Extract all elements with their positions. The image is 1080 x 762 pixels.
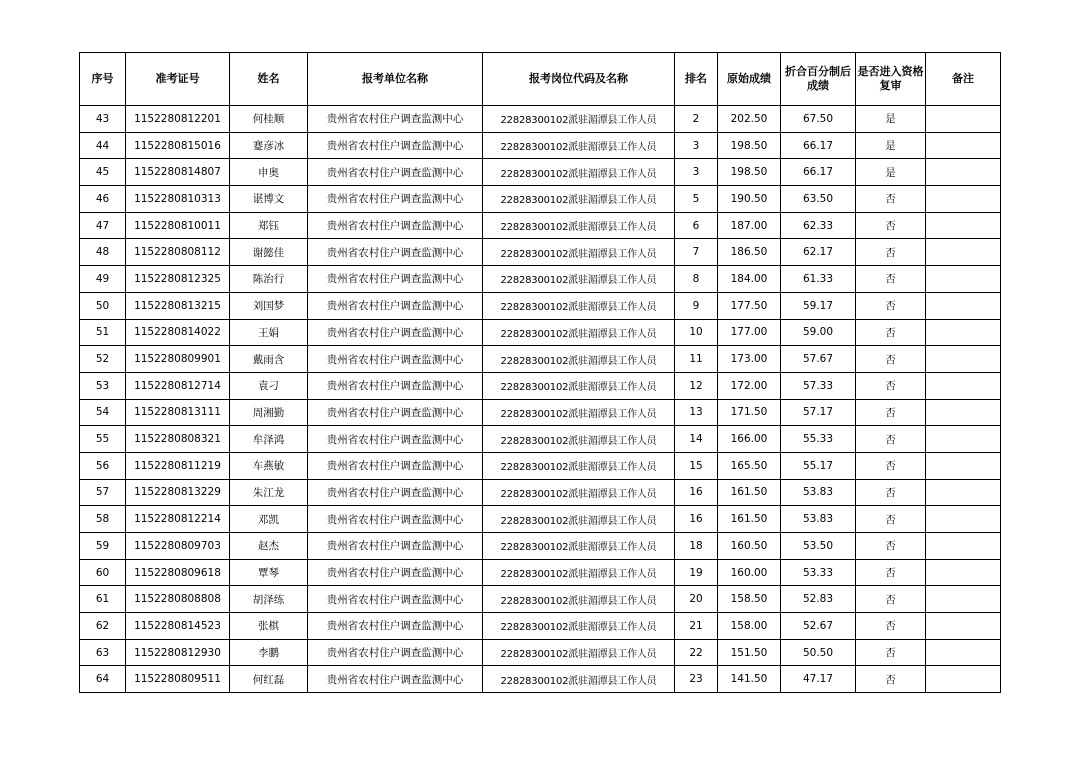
header-row	[80, 53, 1001, 106]
cell-review: 是	[856, 159, 926, 186]
cell-rank: 3	[675, 132, 718, 159]
cell-seq: 48	[80, 239, 126, 266]
cell-remarks	[926, 239, 1001, 266]
cell-review: 否	[856, 319, 926, 346]
cell-seq: 54	[80, 399, 126, 426]
cell-unit: 贵州省农村住户调查监测中心	[308, 292, 483, 319]
cell-converted-score: 66.17	[781, 159, 856, 186]
table-body	[80, 106, 1001, 693]
cell-ticket-no: 1152280808321	[126, 426, 230, 453]
cell-seq: 46	[80, 186, 126, 213]
cell-seq: 63	[80, 639, 126, 666]
cell-review: 否	[856, 239, 926, 266]
cell-rank: 7	[675, 239, 718, 266]
cell-ticket-no: 1152280812214	[126, 506, 230, 533]
cell-converted-score: 57.67	[781, 346, 856, 373]
cell-post: 22828300102派驻湄潭县工作人员	[483, 212, 675, 239]
cell-raw-score: 161.50	[718, 506, 781, 533]
cell-name: 李鹏	[230, 639, 308, 666]
cell-unit: 贵州省农村住户调查监测中心	[308, 212, 483, 239]
cell-ticket-no: 1152280812714	[126, 372, 230, 399]
cell-post: 22828300102派驻湄潭县工作人员	[483, 666, 675, 693]
cell-raw-score: 160.50	[718, 533, 781, 560]
cell-remarks	[926, 106, 1001, 133]
cell-post: 22828300102派驻湄潭县工作人员	[483, 639, 675, 666]
cell-name: 赵杰	[230, 533, 308, 560]
cell-unit: 贵州省农村住户调查监测中心	[308, 426, 483, 453]
cell-remarks	[926, 399, 1001, 426]
table-row	[80, 239, 1001, 266]
cell-converted-score: 67.50	[781, 106, 856, 133]
cell-unit: 贵州省农村住户调查监测中心	[308, 239, 483, 266]
cell-remarks	[926, 666, 1001, 693]
cell-rank: 2	[675, 106, 718, 133]
cell-remarks	[926, 319, 1001, 346]
cell-ticket-no: 1152280813229	[126, 479, 230, 506]
cell-raw-score: 173.00	[718, 346, 781, 373]
header-converted-score: 折合百分制后成绩	[781, 53, 856, 106]
cell-rank: 22	[675, 639, 718, 666]
table-row	[80, 292, 1001, 319]
table-row	[80, 106, 1001, 133]
cell-seq: 56	[80, 452, 126, 479]
header-ticket-no: 准考证号	[126, 53, 230, 106]
cell-name: 覃琴	[230, 559, 308, 586]
cell-post: 22828300102派驻湄潭县工作人员	[483, 159, 675, 186]
table-row	[80, 452, 1001, 479]
cell-converted-score: 53.83	[781, 479, 856, 506]
cell-remarks	[926, 559, 1001, 586]
cell-converted-score: 50.50	[781, 639, 856, 666]
cell-unit: 贵州省农村住户调查监测中心	[308, 106, 483, 133]
table-row	[80, 586, 1001, 613]
header-raw-score: 原始成绩	[718, 53, 781, 106]
cell-post: 22828300102派驻湄潭县工作人员	[483, 613, 675, 640]
cell-name: 袁刁	[230, 372, 308, 399]
cell-ticket-no: 1152280815016	[126, 132, 230, 159]
cell-seq: 57	[80, 479, 126, 506]
cell-review: 是	[856, 132, 926, 159]
cell-rank: 23	[675, 666, 718, 693]
cell-name: 胡泽练	[230, 586, 308, 613]
cell-rank: 20	[675, 586, 718, 613]
cell-rank: 14	[675, 426, 718, 453]
cell-unit: 贵州省农村住户调查监测中心	[308, 506, 483, 533]
cell-name: 郑钰	[230, 212, 308, 239]
table-header	[80, 53, 1001, 106]
table-row	[80, 132, 1001, 159]
cell-converted-score: 57.17	[781, 399, 856, 426]
cell-converted-score: 53.50	[781, 533, 856, 560]
cell-seq: 53	[80, 372, 126, 399]
cell-seq: 45	[80, 159, 126, 186]
cell-raw-score: 172.00	[718, 372, 781, 399]
cell-raw-score: 190.50	[718, 186, 781, 213]
table-row	[80, 479, 1001, 506]
cell-post: 22828300102派驻湄潭县工作人员	[483, 479, 675, 506]
cell-raw-score: 177.50	[718, 292, 781, 319]
cell-remarks	[926, 452, 1001, 479]
cell-rank: 16	[675, 506, 718, 533]
cell-seq: 55	[80, 426, 126, 453]
header-review: 是否进入资格复审	[856, 53, 926, 106]
cell-converted-score: 52.83	[781, 586, 856, 613]
cell-rank: 12	[675, 372, 718, 399]
cell-rank: 16	[675, 479, 718, 506]
cell-rank: 9	[675, 292, 718, 319]
cell-ticket-no: 1152280808808	[126, 586, 230, 613]
cell-post: 22828300102派驻湄潭县工作人员	[483, 559, 675, 586]
cell-unit: 贵州省农村住户调查监测中心	[308, 666, 483, 693]
table-row	[80, 506, 1001, 533]
header-name: 姓名	[230, 53, 308, 106]
cell-seq: 52	[80, 346, 126, 373]
results-table	[79, 52, 1001, 693]
table-row	[80, 266, 1001, 293]
cell-ticket-no: 1152280814523	[126, 613, 230, 640]
cell-rank: 21	[675, 613, 718, 640]
cell-ticket-no: 1152280811219	[126, 452, 230, 479]
cell-converted-score: 62.17	[781, 239, 856, 266]
cell-review: 否	[856, 346, 926, 373]
cell-converted-score: 62.33	[781, 212, 856, 239]
cell-unit: 贵州省农村住户调查监测中心	[308, 399, 483, 426]
cell-review: 否	[856, 479, 926, 506]
cell-ticket-no: 1152280812201	[126, 106, 230, 133]
cell-rank: 10	[675, 319, 718, 346]
cell-name: 牟泽鸿	[230, 426, 308, 453]
table-row	[80, 346, 1001, 373]
cell-raw-score: 198.50	[718, 132, 781, 159]
cell-name: 邓凯	[230, 506, 308, 533]
cell-name: 周湘勤	[230, 399, 308, 426]
cell-raw-score: 160.00	[718, 559, 781, 586]
cell-unit: 贵州省农村住户调查监测中心	[308, 372, 483, 399]
cell-remarks	[926, 346, 1001, 373]
table-row	[80, 372, 1001, 399]
cell-seq: 59	[80, 533, 126, 560]
cell-post: 22828300102派驻湄潭县工作人员	[483, 533, 675, 560]
table-row	[80, 212, 1001, 239]
cell-post: 22828300102派驻湄潭县工作人员	[483, 586, 675, 613]
cell-converted-score: 55.33	[781, 426, 856, 453]
cell-name: 戴雨含	[230, 346, 308, 373]
cell-seq: 51	[80, 319, 126, 346]
cell-remarks	[926, 132, 1001, 159]
cell-post: 22828300102派驻湄潭县工作人员	[483, 452, 675, 479]
cell-seq: 50	[80, 292, 126, 319]
cell-name: 刘国梦	[230, 292, 308, 319]
cell-seq: 61	[80, 586, 126, 613]
cell-rank: 5	[675, 186, 718, 213]
cell-converted-score: 57.33	[781, 372, 856, 399]
cell-unit: 贵州省农村住户调查监测中心	[308, 533, 483, 560]
cell-review: 否	[856, 212, 926, 239]
cell-ticket-no: 1152280809901	[126, 346, 230, 373]
cell-remarks	[926, 186, 1001, 213]
cell-raw-score: 187.00	[718, 212, 781, 239]
cell-post: 22828300102派驻湄潭县工作人员	[483, 186, 675, 213]
cell-unit: 贵州省农村住户调查监测中心	[308, 346, 483, 373]
cell-remarks	[926, 533, 1001, 560]
cell-rank: 19	[675, 559, 718, 586]
cell-name: 张棋	[230, 613, 308, 640]
cell-name: 陈治行	[230, 266, 308, 293]
cell-remarks	[926, 479, 1001, 506]
cell-post: 22828300102派驻湄潭县工作人员	[483, 399, 675, 426]
cell-unit: 贵州省农村住户调查监测中心	[308, 479, 483, 506]
cell-seq: 49	[80, 266, 126, 293]
cell-converted-score: 52.67	[781, 613, 856, 640]
cell-review: 否	[856, 613, 926, 640]
cell-post: 22828300102派驻湄潭县工作人员	[483, 239, 675, 266]
cell-raw-score: 161.50	[718, 479, 781, 506]
cell-unit: 贵州省农村住户调查监测中心	[308, 613, 483, 640]
cell-rank: 15	[675, 452, 718, 479]
cell-converted-score: 59.00	[781, 319, 856, 346]
cell-name: 谌博文	[230, 186, 308, 213]
header-rank: 排名	[675, 53, 718, 106]
cell-name: 谢懿佳	[230, 239, 308, 266]
cell-ticket-no: 1152280809703	[126, 533, 230, 560]
cell-raw-score: 141.50	[718, 666, 781, 693]
cell-raw-score: 177.00	[718, 319, 781, 346]
cell-raw-score: 165.50	[718, 452, 781, 479]
cell-converted-score: 59.17	[781, 292, 856, 319]
cell-seq: 62	[80, 613, 126, 640]
cell-ticket-no: 1152280808112	[126, 239, 230, 266]
cell-name: 车燕敏	[230, 452, 308, 479]
cell-unit: 贵州省农村住户调查监测中心	[308, 186, 483, 213]
cell-seq: 44	[80, 132, 126, 159]
cell-post: 22828300102派驻湄潭县工作人员	[483, 426, 675, 453]
cell-unit: 贵州省农村住户调查监测中心	[308, 639, 483, 666]
cell-post: 22828300102派驻湄潭县工作人员	[483, 292, 675, 319]
cell-rank: 13	[675, 399, 718, 426]
cell-review: 否	[856, 266, 926, 293]
cell-review: 否	[856, 399, 926, 426]
cell-rank: 6	[675, 212, 718, 239]
table-row	[80, 559, 1001, 586]
cell-rank: 8	[675, 266, 718, 293]
cell-converted-score: 53.33	[781, 559, 856, 586]
table-row	[80, 533, 1001, 560]
cell-rank: 3	[675, 159, 718, 186]
cell-review: 否	[856, 506, 926, 533]
cell-ticket-no: 1152280812930	[126, 639, 230, 666]
header-unit: 报考单位名称	[308, 53, 483, 106]
cell-raw-score: 198.50	[718, 159, 781, 186]
cell-ticket-no: 1152280809511	[126, 666, 230, 693]
cell-seq: 47	[80, 212, 126, 239]
cell-review: 否	[856, 426, 926, 453]
cell-post: 22828300102派驻湄潭县工作人员	[483, 132, 675, 159]
cell-raw-score: 171.50	[718, 399, 781, 426]
cell-ticket-no: 1152280810313	[126, 186, 230, 213]
cell-post: 22828300102派驻湄潭县工作人员	[483, 506, 675, 533]
cell-unit: 贵州省农村住户调查监测中心	[308, 319, 483, 346]
cell-converted-score: 66.17	[781, 132, 856, 159]
cell-review: 否	[856, 452, 926, 479]
cell-post: 22828300102派驻湄潭县工作人员	[483, 319, 675, 346]
cell-rank: 18	[675, 533, 718, 560]
cell-name: 何红磊	[230, 666, 308, 693]
cell-ticket-no: 1152280813111	[126, 399, 230, 426]
cell-name: 朱江龙	[230, 479, 308, 506]
cell-unit: 贵州省农村住户调查监测中心	[308, 452, 483, 479]
cell-remarks	[926, 212, 1001, 239]
cell-review: 否	[856, 586, 926, 613]
cell-ticket-no: 1152280814807	[126, 159, 230, 186]
table-row	[80, 399, 1001, 426]
table-row	[80, 159, 1001, 186]
table-row	[80, 186, 1001, 213]
cell-unit: 贵州省农村住户调查监测中心	[308, 132, 483, 159]
cell-remarks	[926, 586, 1001, 613]
header-seq: 序号	[80, 53, 126, 106]
cell-seq: 58	[80, 506, 126, 533]
cell-converted-score: 55.17	[781, 452, 856, 479]
cell-converted-score: 47.17	[781, 666, 856, 693]
cell-remarks	[926, 266, 1001, 293]
cell-raw-score: 158.00	[718, 613, 781, 640]
cell-post: 22828300102派驻湄潭县工作人员	[483, 106, 675, 133]
cell-remarks	[926, 639, 1001, 666]
cell-review: 否	[856, 666, 926, 693]
cell-remarks	[926, 426, 1001, 453]
cell-remarks	[926, 506, 1001, 533]
cell-unit: 贵州省农村住户调查监测中心	[308, 586, 483, 613]
cell-review: 是	[856, 106, 926, 133]
cell-post: 22828300102派驻湄潭县工作人员	[483, 372, 675, 399]
cell-name: 王娟	[230, 319, 308, 346]
table-row	[80, 426, 1001, 453]
cell-review: 否	[856, 533, 926, 560]
cell-review: 否	[856, 639, 926, 666]
cell-seq: 43	[80, 106, 126, 133]
cell-post: 22828300102派驻湄潭县工作人员	[483, 346, 675, 373]
table-row	[80, 613, 1001, 640]
cell-remarks	[926, 613, 1001, 640]
cell-raw-score: 184.00	[718, 266, 781, 293]
cell-name: 申奥	[230, 159, 308, 186]
cell-converted-score: 63.50	[781, 186, 856, 213]
cell-ticket-no: 1152280814022	[126, 319, 230, 346]
cell-ticket-no: 1152280810011	[126, 212, 230, 239]
cell-converted-score: 61.33	[781, 266, 856, 293]
cell-name: 何桂顺	[230, 106, 308, 133]
cell-unit: 贵州省农村住户调查监测中心	[308, 159, 483, 186]
cell-raw-score: 202.50	[718, 106, 781, 133]
cell-remarks	[926, 372, 1001, 399]
cell-review: 否	[856, 292, 926, 319]
cell-ticket-no: 1152280812325	[126, 266, 230, 293]
cell-remarks	[926, 292, 1001, 319]
cell-review: 否	[856, 559, 926, 586]
table-row	[80, 639, 1001, 666]
header-remarks: 备注	[926, 53, 1001, 106]
cell-remarks	[926, 159, 1001, 186]
cell-seq: 64	[80, 666, 126, 693]
cell-unit: 贵州省农村住户调查监测中心	[308, 266, 483, 293]
cell-ticket-no: 1152280809618	[126, 559, 230, 586]
cell-rank: 11	[675, 346, 718, 373]
cell-raw-score: 158.50	[718, 586, 781, 613]
cell-raw-score: 166.00	[718, 426, 781, 453]
header-post: 报考岗位代码及名称	[483, 53, 675, 106]
cell-seq: 60	[80, 559, 126, 586]
cell-review: 否	[856, 186, 926, 213]
cell-review: 否	[856, 372, 926, 399]
cell-raw-score: 151.50	[718, 639, 781, 666]
cell-converted-score: 53.83	[781, 506, 856, 533]
table-row	[80, 319, 1001, 346]
cell-post: 22828300102派驻湄潭县工作人员	[483, 266, 675, 293]
cell-unit: 贵州省农村住户调查监测中心	[308, 559, 483, 586]
cell-raw-score: 186.50	[718, 239, 781, 266]
table-row	[80, 666, 1001, 693]
cell-ticket-no: 1152280813215	[126, 292, 230, 319]
cell-name: 蹇彦冰	[230, 132, 308, 159]
